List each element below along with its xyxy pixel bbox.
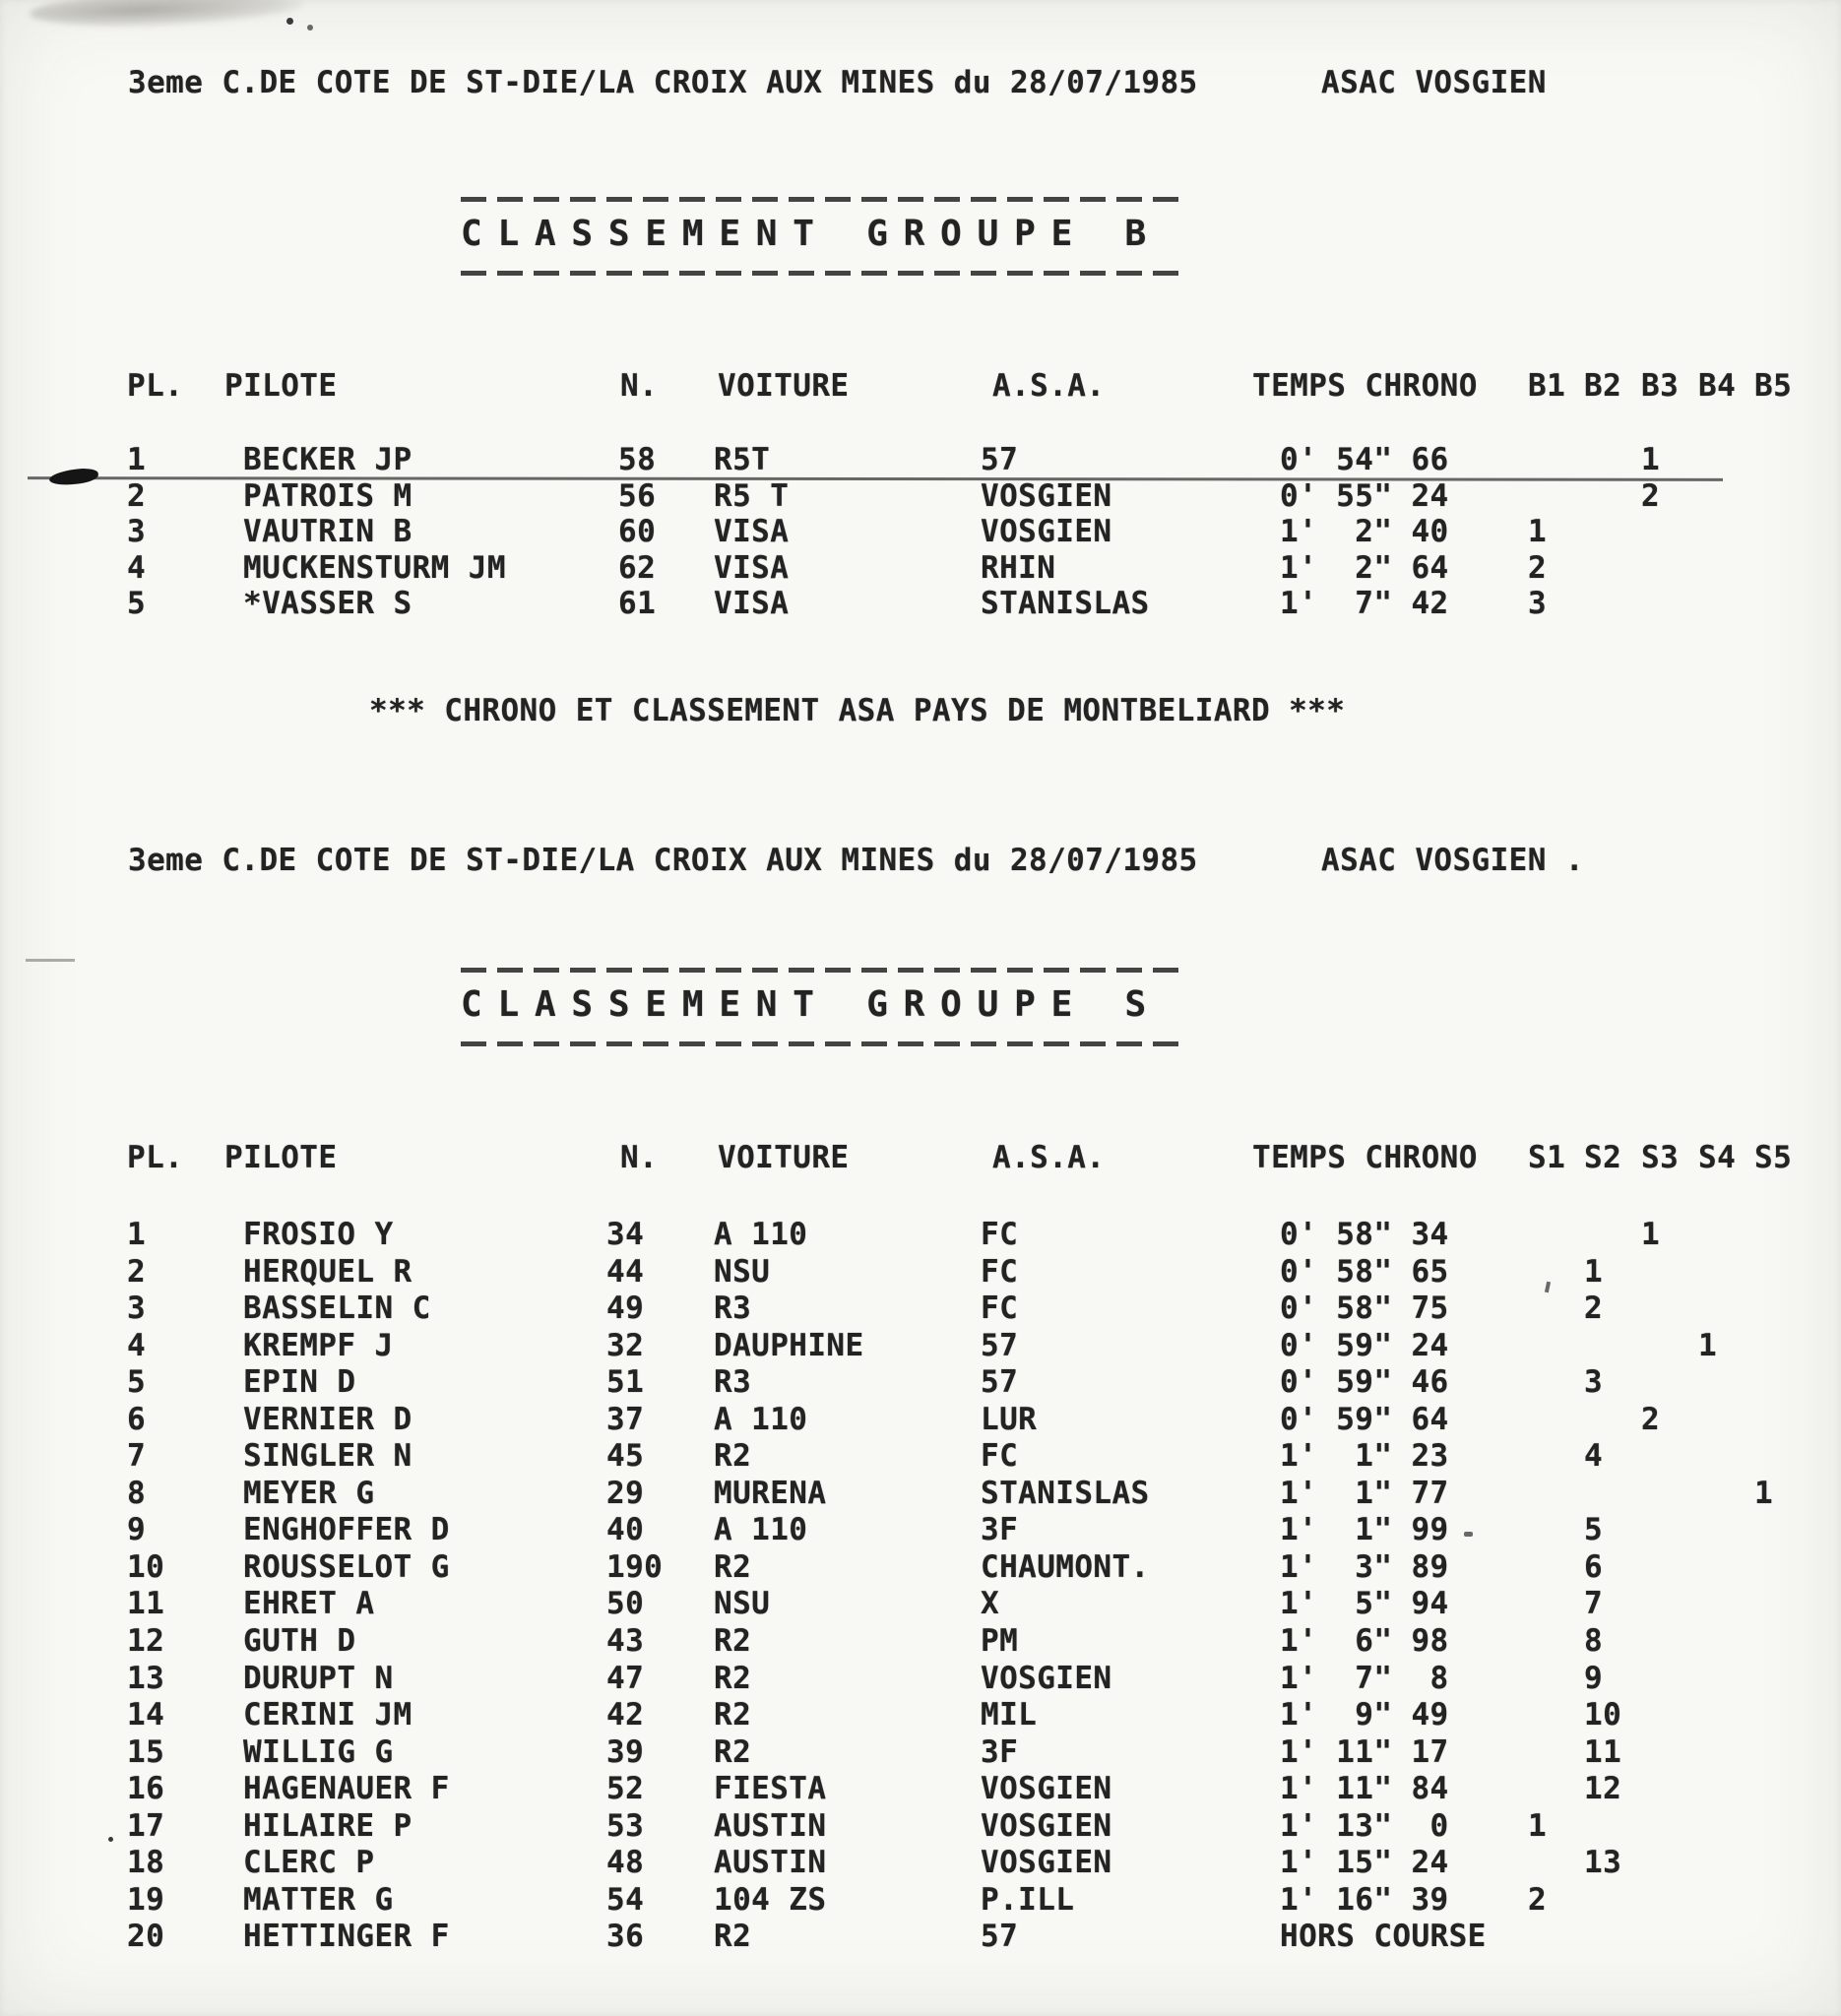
cell-temps: 0' 58" 65 [1280,1253,1449,1290]
table-row [0,1475,1841,1516]
cell-number: 58 [618,442,657,477]
cell-voiture: MURENA [714,1475,827,1511]
cell-temps: 0' 55" 24 [1280,477,1449,514]
cell-asa: CHAUMONT. [981,1548,1150,1585]
cell-class-3: 2 [1641,477,1661,514]
cell-voiture: R5T [714,442,771,477]
column-header-class-s1: S1 [1528,1140,1566,1175]
cell-number: 61 [618,586,657,622]
cell-voiture: A 110 [714,1512,808,1548]
cell-place: 1 [127,442,147,477]
table-row [0,1919,1841,1959]
column-header-place: PL. [127,1140,184,1175]
cell-pilote: ENGHOFFER D [243,1512,450,1548]
cell-place: 19 [127,1881,165,1918]
cell-asa: RHIN [981,549,1056,586]
cell-asa: VOSGIEN [981,477,1112,514]
table-row [0,1548,1841,1590]
cell-class-2: 11 [1584,1733,1622,1770]
cell-place: 18 [127,1845,165,1881]
cell-pilote: FROSIO Y [243,1217,394,1252]
cell-pilote: HERQUEL R [243,1253,413,1290]
cell-asa: 3F [981,1733,1019,1770]
table-row [0,1697,1841,1737]
organizer: ASAC VOSGIEN . [1321,843,1584,878]
cell-asa: FC [981,1217,1019,1252]
cell-place: 2 [127,1253,147,1290]
cell-temps: 0' 59" 64 [1280,1401,1449,1437]
cell-temps: 1' 15" 24 [1280,1845,1449,1881]
cell-place: 5 [127,1364,147,1401]
cell-place: 17 [127,1807,165,1844]
dashed-rule [461,968,1189,973]
cell-number: 50 [606,1586,645,1622]
scan-smudge [29,0,305,31]
cell-class-4: 1 [1698,1327,1718,1363]
cell-pilote: HILAIRE P [243,1807,413,1844]
group-s-title: CLASSEMENT GROUPE S [461,984,1163,1025]
cell-asa: VOSGIEN [981,514,1112,550]
column-header-class-b1: B1 [1528,368,1566,404]
cell-number: 54 [606,1881,645,1918]
cell-voiture: AUSTIN [714,1845,827,1881]
cell-place: 2 [127,477,147,514]
cell-number: 42 [606,1697,645,1733]
cell-temps: 1' 2" 40 [1280,514,1449,550]
cell-class-2: 6 [1584,1548,1604,1585]
cell-temps: 1' 7" 42 [1280,586,1449,622]
cell-asa: 57 [981,442,1019,477]
cell-pilote: SINGLER N [243,1438,413,1475]
cell-class-5: 1 [1754,1475,1774,1511]
table-row [0,1253,1841,1294]
cell-place: 15 [127,1733,165,1770]
group-b-table [0,442,1841,625]
cell-place: 7 [127,1438,147,1475]
cell-temps: 1' 6" 98 [1280,1623,1449,1660]
table-row [0,1217,1841,1257]
ink-dot [286,18,293,25]
cell-asa: FC [981,1438,1019,1475]
cell-number: 32 [606,1327,645,1363]
cell-pilote: BASSELIN C [243,1291,431,1327]
cell-class-2: 9 [1584,1660,1604,1696]
cell-pilote: ROUSSELOT G [243,1548,450,1585]
cell-asa: 57 [981,1327,1019,1363]
cell-number: 190 [606,1548,664,1585]
event-title: 3eme C.DE COTE DE ST-DIE/LA CROIX AUX MINES du 28/07/1985 [128,843,1198,878]
dashed-rule [461,271,1189,276]
table-row [0,1586,1841,1626]
cell-pilote: EPIN D [243,1364,356,1401]
column-header-asa: A.S.A. [992,1140,1106,1175]
cell-class-2: 2 [1584,1291,1604,1327]
cell-asa: STANISLAS [981,586,1150,622]
column-header-class-b5: B5 [1754,368,1793,404]
cell-temps: 1' 7" 8 [1280,1660,1449,1696]
cell-temps: 1' 2" 64 [1280,549,1449,586]
cell-number: 60 [618,514,657,550]
cell-number: 34 [606,1217,645,1252]
group-b-title: CLASSEMENT GROUPE B [461,214,1163,254]
column-header-asa: A.S.A. [992,368,1106,404]
cell-class-1: 3 [1528,586,1548,622]
table-row [0,1881,1841,1922]
cell-pilote: VAUTRIN B [243,514,413,550]
cell-place: 4 [127,1327,147,1363]
cell-temps: 1' 1" 23 [1280,1438,1449,1475]
column-header-class-s2: S2 [1584,1140,1622,1175]
cell-pilote: MEYER G [243,1475,375,1511]
cell-voiture: VISA [714,586,790,622]
cell-place: 1 [127,1217,147,1252]
cell-place: 10 [127,1548,165,1585]
cell-pilote: EHRET A [243,1586,375,1622]
event-title: 3eme C.DE COTE DE ST-DIE/LA CROIX AUX MINES du 28/07/1985 [128,65,1198,100]
column-header-temps: TEMPS CHRONO [1252,368,1478,404]
cell-asa: FC [981,1253,1019,1290]
cell-asa: FC [981,1291,1019,1327]
cell-voiture: R5 T [714,477,790,514]
table-row [0,1364,1841,1405]
cell-place: 9 [127,1512,147,1548]
cell-asa: MIL [981,1697,1038,1733]
cell-temps: 1' 11" 17 [1280,1733,1449,1770]
cell-class-3: 2 [1641,1401,1661,1437]
column-header-class-s5: S5 [1754,1140,1793,1175]
organizer: ASAC VOSGIEN [1321,65,1547,100]
cell-place: 16 [127,1771,165,1807]
cell-temps: 1' 5" 94 [1280,1586,1449,1622]
cell-class-3: 1 [1641,1217,1661,1252]
cell-class-1: 1 [1528,514,1548,550]
cell-number: 48 [606,1845,645,1881]
column-header-voiture: VOITURE [718,1140,850,1175]
cell-pilote: GUTH D [243,1623,356,1660]
cell-voiture: FIESTA [714,1771,827,1807]
table-row [0,1293,1841,1331]
cell-class-2: 1 [1584,1253,1604,1290]
cell-class-3: 1 [1641,442,1661,477]
cell-number: 51 [606,1364,645,1401]
cell-class-2: 3 [1584,1364,1604,1401]
cell-place: 20 [127,1919,165,1955]
cell-temps: 0' 58" 75 [1280,1291,1449,1327]
cell-place: 11 [127,1586,165,1622]
cell-temps: 0' 58" 34 [1280,1217,1449,1252]
table-row [0,549,1841,590]
cell-asa: PM [981,1623,1019,1660]
ink-dot [307,25,313,31]
cell-number: 62 [618,549,657,586]
cell-class-1: 2 [1528,549,1548,586]
cell-voiture: DAUPHINE [714,1327,864,1363]
cell-pilote: MUCKENSTURM JM [243,549,506,586]
cell-class-2: 4 [1584,1438,1604,1475]
table-row [0,477,1841,518]
cell-pilote: PATROIS M [243,477,413,514]
cell-voiture: R2 [714,1623,752,1660]
cell-temps: 1' 13" 0 [1280,1807,1449,1844]
cell-pilote: VERNIER D [243,1401,413,1437]
cell-asa: X [981,1586,1000,1622]
cell-voiture: VISA [714,514,790,550]
cell-number: 40 [606,1512,645,1548]
cell-number: 44 [606,1253,645,1290]
cell-class-2: 12 [1584,1771,1622,1807]
dashed-rule [461,197,1189,202]
cell-number: 47 [606,1660,645,1696]
column-header-number: N. [620,368,659,404]
column-header-class-s4: S4 [1698,1140,1737,1175]
cell-number: 39 [606,1733,645,1770]
column-header-voiture: VOITURE [718,368,850,404]
cell-pilote: HETTINGER F [243,1919,450,1955]
cell-temps: 1' 9" 49 [1280,1697,1449,1733]
cell-pilote: CERINI JM [243,1697,413,1733]
table-row [0,1807,1841,1849]
column-header-place: PL. [127,368,184,404]
cell-place: 12 [127,1623,165,1660]
cell-temps: 1' 11" 84 [1280,1771,1449,1807]
cell-temps: 0' 59" 24 [1280,1327,1449,1363]
cell-number: 53 [606,1807,645,1844]
cell-voiture: R2 [714,1548,752,1585]
cell-place: 8 [127,1475,147,1511]
table-row [0,1401,1841,1442]
cell-pilote: BECKER JP [243,442,413,477]
cell-number: 49 [606,1291,645,1327]
column-header-number: N. [620,1140,659,1175]
cell-class-2: 13 [1584,1845,1622,1881]
table-row [0,1327,1841,1368]
cell-voiture: NSU [714,1253,771,1290]
cell-voiture: A 110 [714,1401,808,1437]
cell-asa: 57 [981,1919,1019,1955]
cell-class-2: 8 [1584,1623,1604,1660]
cell-asa: STANISLAS [981,1475,1150,1511]
cell-number: 36 [606,1919,645,1955]
cell-voiture: VISA [714,549,790,586]
cell-asa: VOSGIEN [981,1845,1112,1881]
scan-mark [26,959,75,962]
table-row [0,1512,1841,1552]
cell-pilote: DURUPT N [243,1660,394,1696]
table-row [0,1438,1841,1479]
cell-voiture: R2 [714,1697,752,1733]
column-header-pilote: PILOTE [224,1140,338,1175]
cell-place: 6 [127,1401,147,1437]
cell-pilote: WILLIG G [243,1733,394,1770]
cell-voiture: A 110 [714,1217,808,1252]
table-row [0,1845,1841,1885]
column-header-pilote: PILOTE [224,368,338,404]
group-s-table [0,1217,1841,1959]
cell-temps: HORS COURSE [1280,1919,1487,1955]
cell-pilote: CLERC P [243,1845,375,1881]
table-row [0,586,1841,625]
table-row [0,442,1841,481]
cell-pilote: HAGENAUER F [243,1771,450,1807]
dashed-rule [461,1041,1189,1046]
table-row [0,1660,1841,1701]
cell-voiture: R3 [714,1364,752,1401]
cell-temps: 1' 16" 39 [1280,1881,1449,1918]
cell-voiture: NSU [714,1586,771,1622]
cell-number: 45 [606,1438,645,1475]
cell-temps: 1' 3" 89 [1280,1548,1449,1585]
cell-pilote: KREMPF J [243,1327,394,1363]
cell-voiture: R2 [714,1733,752,1770]
cell-place: 3 [127,1291,147,1327]
column-header-class-b4: B4 [1698,368,1737,404]
cell-asa: P.ILL [981,1881,1075,1918]
cell-temps: 0' 59" 46 [1280,1364,1449,1401]
cell-voiture: R2 [714,1919,752,1955]
cell-class-1: 2 [1528,1881,1548,1918]
cell-voiture: R2 [714,1660,752,1696]
chrono-note: *** CHRONO ET CLASSEMENT ASA PAYS DE MONTBELIARD *** [369,693,1346,728]
cell-voiture: R2 [714,1438,752,1475]
cell-asa: VOSGIEN [981,1660,1112,1696]
cell-class-1: 1 [1528,1807,1548,1844]
column-header-class-s3: S3 [1641,1140,1680,1175]
cell-number: 56 [618,477,657,514]
cell-place: 13 [127,1660,165,1696]
cell-asa: 57 [981,1364,1019,1401]
cell-temps: 1' 1" 77 [1280,1475,1449,1511]
cell-asa: VOSGIEN [981,1807,1112,1844]
cell-pilote: *VASSER S [243,586,413,622]
cell-number: 29 [606,1475,645,1511]
cell-number: 52 [606,1771,645,1807]
cell-temps: 1' 1" 99 [1280,1512,1449,1548]
cell-voiture: R3 [714,1291,752,1327]
table-row [0,1733,1841,1775]
cell-pilote: MATTER G [243,1881,394,1918]
cell-voiture: 104 ZS [714,1881,827,1918]
cell-place: 5 [127,586,147,622]
cell-temps: 0' 54" 66 [1280,442,1449,477]
cell-place: 4 [127,549,147,586]
cell-number: 37 [606,1401,645,1437]
cell-asa: LUR [981,1401,1038,1437]
cell-voiture: AUSTIN [714,1807,827,1844]
column-header-class-b3: B3 [1641,368,1680,404]
table-row [0,1771,1841,1811]
table-row [0,1623,1841,1664]
column-header-class-b2: B2 [1584,368,1622,404]
cell-asa: VOSGIEN [981,1771,1112,1807]
cell-place: 3 [127,514,147,550]
table-row [0,514,1841,553]
cell-class-2: 7 [1584,1586,1604,1622]
cell-class-2: 10 [1584,1697,1622,1733]
column-header-temps: TEMPS CHRONO [1252,1140,1478,1175]
cell-number: 43 [606,1623,645,1660]
cell-class-2: 5 [1584,1512,1604,1548]
cell-place: 14 [127,1697,165,1733]
cell-asa: 3F [981,1512,1019,1548]
